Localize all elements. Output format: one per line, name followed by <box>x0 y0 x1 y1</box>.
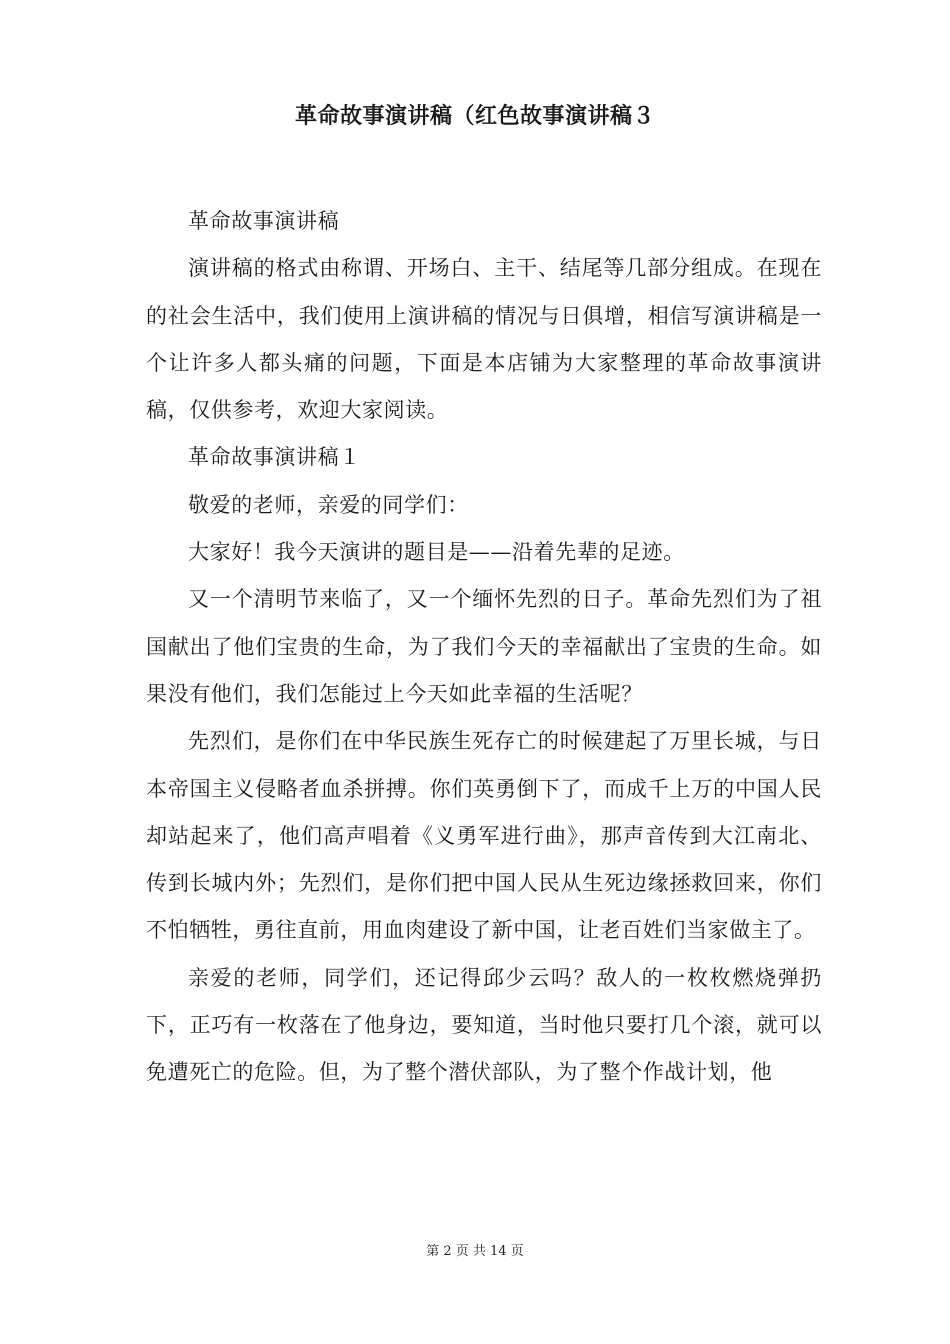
paragraph-subheading: 革命故事演讲稿１ <box>188 445 361 470</box>
page-footer: 第 2 页 共 14 页 <box>426 1244 524 1259</box>
document-body <box>146 198 822 1097</box>
paragraph: 演讲稿的格式由称谓、开场白、主干、结尾等几部分组成。在现在的社会生活中，我们使用上演讲稿的情况与日俱增，相信写演讲稿是一个让许多人都头痛的问题，下面是本店铺为大家整理的革命故事演讲稿，仅供参考，欢迎大家阅读。 <box>146 256 822 423</box>
paragraph-heading: 革命故事演讲稿 <box>188 209 340 233</box>
paragraph: 大家好！我今天演讲的题目是——沿着先辈的足迹。 <box>188 540 685 565</box>
paragraph: 又一个清明节来临了，又一个缅怀先烈的日子。革命先烈们为了祖国献出了他们宝贵的生命，为了我们今天的幸福献出了宝贵的生命。如果没有他们，我们怎能过上今天如此幸福的生活呢？ <box>146 587 822 706</box>
document-title: 革命故事演讲稿（红色故事演讲稿３ <box>294 103 655 129</box>
paragraph: 亲爱的老师，同学们，还记得邱少云吗？敌人的一枚枚燃烧弹扔下，正巧有一枚落在了他身边，要知道，当时他只要打几个滚，就可以免遭死亡的危险。但，为了整个潜伏部队，为了整个作战计划，他 <box>146 965 822 1085</box>
paragraph-salutation: 敬爱的老师，亲爱的同学们： <box>188 492 469 517</box>
paragraph: 先烈们，是你们在中华民族生死存亡的时候建起了万里长城，与日本帝国主义侵略者血杀拼搏。你们英勇倒下了，而成千上万的中国人民却站起来了，他们高声唱着《义勇军进行曲》，那声音传到大江南北、传到长城内外；先烈们，是你们把中国人民从生死边缘拯救回来，你们不怕牺牲，勇往直前，用血肉建设了新中国，让老百姓们当家做主了。 <box>146 729 822 943</box>
